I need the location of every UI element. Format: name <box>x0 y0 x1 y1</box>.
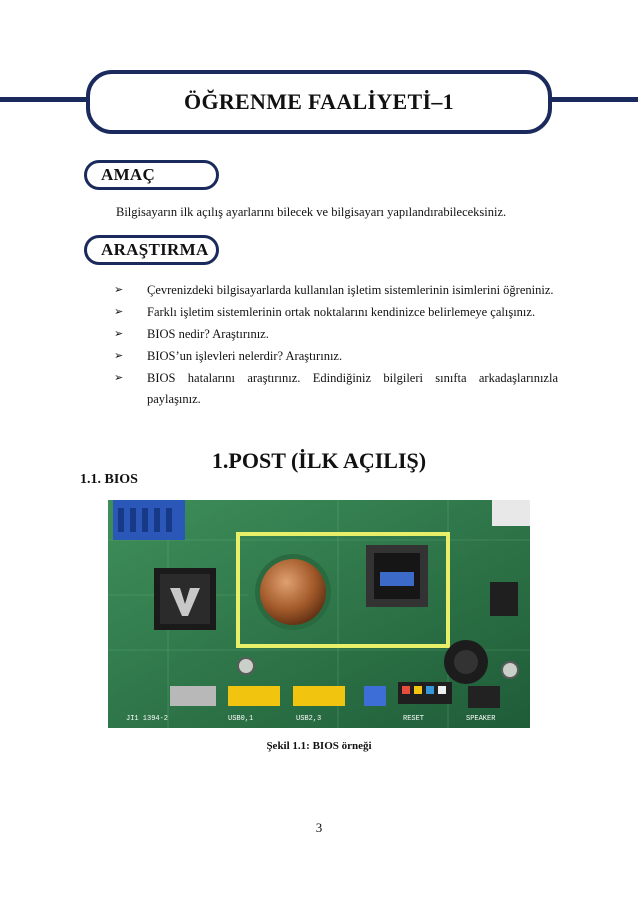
list-item <box>114 368 558 410</box>
arrow-bullet-icon: ➢ <box>114 284 124 296</box>
list-item-text: BIOS hatalarını araştırınız. Edindiğiniz bilgileri sınıfta arkadaşlarınızla paylaşınız. <box>147 371 558 406</box>
arrow-bullet-icon: ➢ <box>114 328 124 340</box>
arastirma-list <box>114 280 558 411</box>
arrow-bullet-icon: ➢ <box>114 350 124 362</box>
list-item-text: Çevrenizdeki bilgisayarlarda kullanılan işletim sistemlerinin isimlerini öğreniniz. <box>147 283 554 297</box>
amac-heading-box <box>84 160 219 190</box>
figure-caption: Şekil 1.1: BIOS örneği <box>266 740 372 752</box>
amac-text: Bilgisayarın ilk açılış ayarlarını bilecek ve bilgisayarı yapılandırabileceksiniz. <box>116 205 507 219</box>
arastirma-heading: ARAŞTIRMA <box>101 240 209 259</box>
arrow-bullet-icon: ➢ <box>114 372 124 384</box>
list-item-text: Farklı işletim sistemlerinin ortak noktalarını kendinizce belirlemeye çalışınız. <box>147 305 536 319</box>
activity-title: ÖĞRENME FAALİYETİ–1 <box>184 89 454 114</box>
activity-title-box <box>86 70 552 134</box>
board-label: USB0,1 <box>228 715 254 723</box>
board-label: JI1 1394-2 <box>126 715 169 723</box>
arastirma-heading-box <box>84 235 219 265</box>
board-label: RESET <box>403 715 425 723</box>
list-item <box>114 324 558 345</box>
list-item-text: BIOS nedir? Araştırınız. <box>147 327 269 341</box>
list-item <box>114 302 558 323</box>
bios-motherboard-photo <box>108 500 530 728</box>
section-title: 1.POST (İLK AÇILIŞ) <box>211 448 427 473</box>
arrow-bullet-icon: ➢ <box>114 306 124 318</box>
board-label: SPEAKER <box>466 715 496 723</box>
board-label: USB2,3 <box>296 715 322 723</box>
list-item-text: BIOS’un işlevleri nelerdir? Araştırınız. <box>147 349 343 363</box>
list-item <box>114 346 558 367</box>
list-item <box>114 280 558 301</box>
page-number: 3 <box>315 820 323 835</box>
amac-heading: AMAÇ <box>101 165 156 184</box>
subsection-title: 1.1. BIOS <box>80 472 138 487</box>
